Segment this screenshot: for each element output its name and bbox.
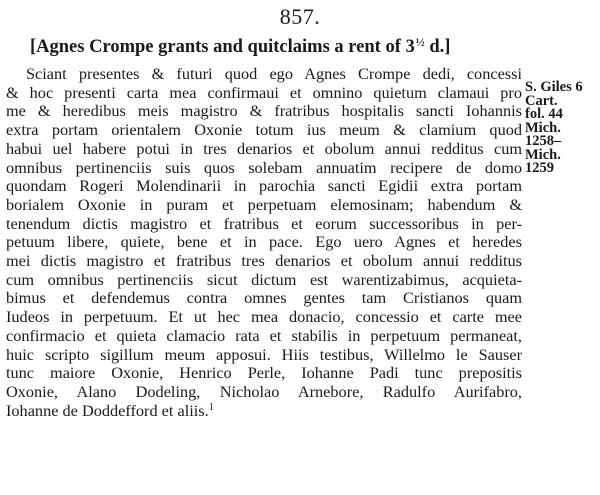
body-line-last [6,402,522,424]
body-line: habui uel habere potui in tres denarios et obolum annui redditus cum [6,138,522,158]
body-line: mei dictis magistro et fratribus tres denarios et obolum annui redditus [6,251,522,271]
body-line: bimus et defendemus contra omnes gentes tam Cristianos quam [6,288,522,308]
body-line: Iudeos in perpetuum. Et ut hec mea donacio, concessio et carte mee [6,307,522,327]
body-line: tenendum dictis magistro et fratribus et eorum successoribus in per- [6,213,522,233]
margin-source-line: Cart. [525,92,558,109]
body-line: petuum libere, quiete, bene et in pace. Ego uero Agnes et heredes [6,232,522,252]
body-line: huic scripto sigillum meum apposui. Hiis testibus, Willelmo le Sauser [6,344,522,364]
margin-date-line: Mich. [525,146,561,163]
margin-date-line: 1259 [525,160,554,176]
body-line: & hoc presenti carta mea confirmaui et omnino quietum clamaui pro [6,82,522,102]
body-line: Oxonie, Alano Dodeling, Nicholao Arnebore, Radulfo Aurifabro, [6,381,522,401]
body-line: me & heredibus meis magistro & fratribus hospitalis sancti Iohannis [6,101,522,121]
margin-source-line: S. Giles 6 [525,79,583,95]
charter-heading [30,35,450,60]
body-line: borialem Oxonie in puram et perpetuam elemosinam; habendum & [6,194,522,214]
heading-text: [Agnes Crompe grants and quitclaims a rent of 3 [30,37,415,57]
margin-note [525,81,600,176]
body-line: Sciant presentes & futuri quod ego Agnes Crompe dedi, concessi [26,64,522,83]
body-line: omnibus pertinenciis suis quos solebam annuatim recipere de domo [6,157,522,177]
margin-date-line: Mich. [525,119,561,136]
body-line: cum omnibus pertinenciis sicut dictum est warentizabimus, acquieta- [6,269,522,289]
margin-date-line: 1258– [525,133,562,149]
body-line: tunc maiore Oxonie, Henrico Perle, Iohanne Padi tunc prepositis [6,363,522,383]
body-line: quondam Rogeri Molendinarii in parochia sancti Egidii extra portam [6,176,522,196]
footnote-marker: 1 [208,401,214,413]
body-line-text: Iohanne de Doddefford et aliis. [6,400,209,420]
charter-body [6,65,522,423]
margin-source-line: fol. 44 [525,106,563,122]
body-line: extra portam orientalem Oxonie totum ius meum & clamium quod [6,120,522,140]
charter-number: 857. [279,4,321,29]
heading-fraction: ½ [415,35,425,49]
body-line: confirmacio et quieta clamacio rata et stabilis in perpetuum permaneat, [6,325,522,345]
heading-tail: d.] [424,37,451,57]
